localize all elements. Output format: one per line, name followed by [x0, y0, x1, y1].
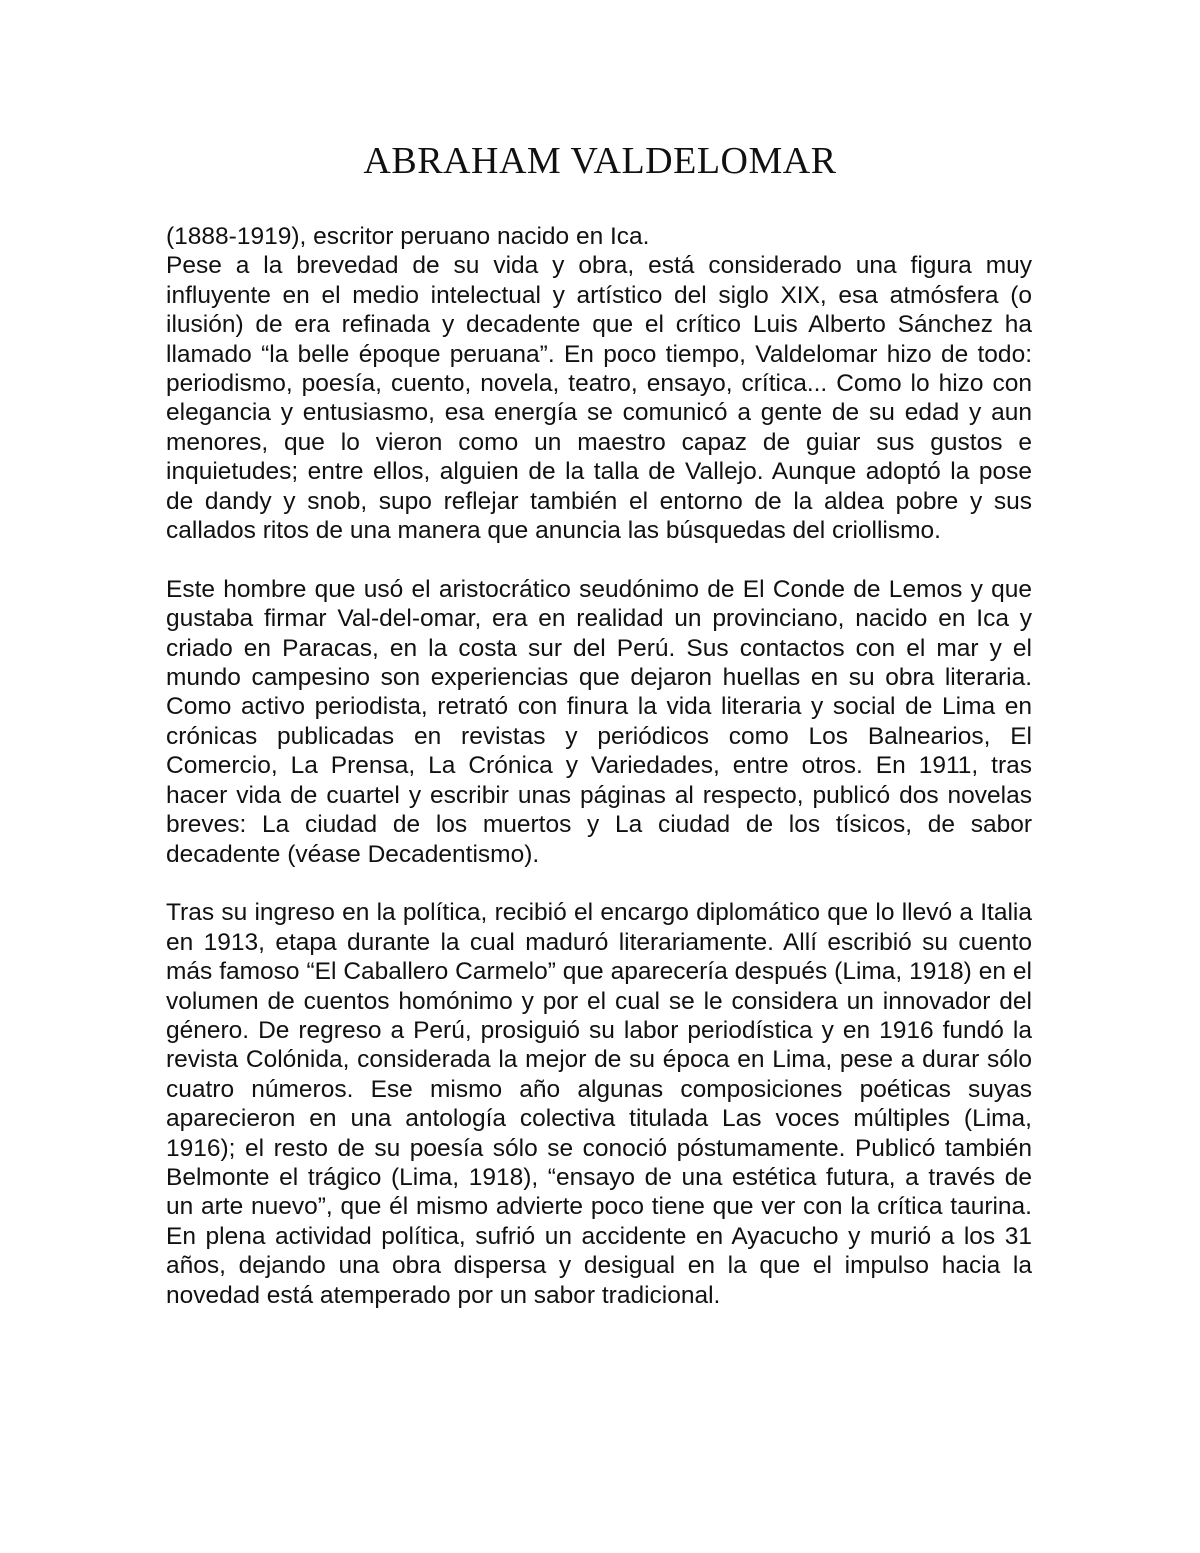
paragraph-career: Tras su ingreso en la política, recibió el encargo diplomático que lo llevó a Italia en 1913, etapa durante la cual maduró literariamente. Allí escribió su cuento más famoso “El Caballero Carmelo” que aparecería después (Lima, 1918) en el volumen de cuentos homónimo y por el cual se le considera un innovador del género. De regreso a Perú, prosiguió su labor periodística y en 1916 fundó la revista Colónida, considerada la mejor de su época en Lima, pese a durar sólo cuatro números. Ese mismo año algunas composiciones poéticas suyas aparecieron en una antología colectiva titulada Las voces múltiples (Lima, 1916); el resto de su poesía sólo se conoció póstumamente. Publicó también Belmonte el trágico (Lima, 1918), “ensayo de una estética futura, a través de un arte nuevo”, que él mismo advierte poco tiene que ver con la crítica taurina. En plena actividad política, sufrió un accidente en Ayacucho y murió a los 31 años, dejando una obra dispersa y desigual en la que el impulso hacia la novedad está atemperado por un sabor tradicional.	[166, 899, 1032, 1309]
document-body	[166, 222, 1032, 1310]
paragraph-biography: Pese a la brevedad de su vida y obra, está considerado una figura muy influyente en el medio intelectual y artístico del siglo XIX, esa atmósfera (o ilusión) de era refinada y decadente que el crítico Luis Alberto Sánchez ha llamado “la belle époque peruana”. En poco tiempo, Valdelomar hizo de todo: periodismo, poesía, cuento, novela, teatro, ensayo, crítica... Como lo hizo con elegancia y entusiasmo, esa energía se comunicó a gente de su edad y aun menores, que lo vieron como un maestro capaz de guiar sus gustos e inquietudes; entre ellos, alguien de la talla de Vallejo. Aunque adoptó la pose de dandy y snob, supo reflejar también el entorno de la aldea pobre y sus callados ritos de una manera que anuncia las búsquedas del criollismo.	[166, 252, 1032, 545]
document-title: ABRAHAM VALDELOMAR	[363, 140, 837, 182]
paragraph-origins: Este hombre que usó el aristocrático seudónimo de El Conde de Lemos y que gustaba firmar Val-del-omar, era en realidad un provinciano, nacido en Ica y criado en Paracas, en la costa sur del Perú. Sus contactos con el mar y el mundo campesino son experiencias que dejaron huellas en su obra literaria. Como activo periodista, retrató con finura la vida literaria y social de Lima en crónicas publicadas en revistas y periódicos como Los Balnearios, El Comercio, La Prensa, La Crónica y Variedades, entre otros. En 1911, tras hacer vida de cuartel y escribir unas páginas al respecto, publicó dos novelas breves: La ciudad de los muertos y La ciudad de los tísicos, de sabor decadente (véase Decadentismo).	[166, 575, 1032, 868]
intro-line: (1888-1919), escritor peruano nacido en Ica.	[166, 223, 650, 250]
